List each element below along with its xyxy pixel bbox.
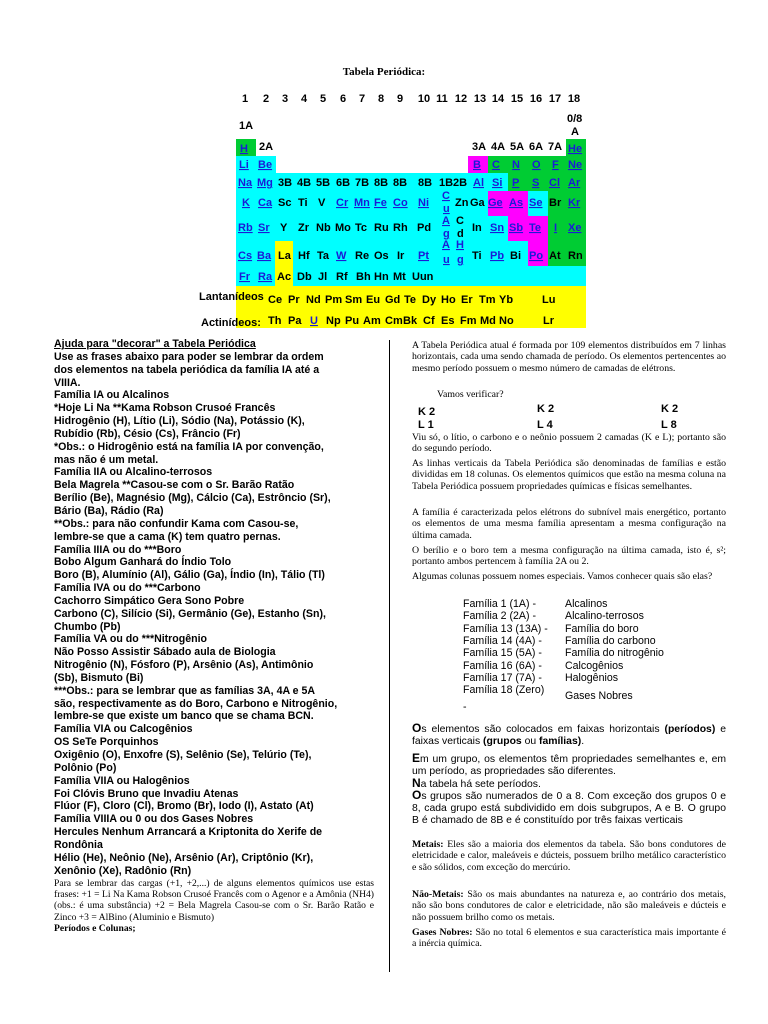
verify-text: Vamos verificar?: [437, 389, 504, 400]
shell-l-ne: L 8: [661, 419, 677, 431]
svg-text:W: W: [336, 250, 347, 262]
mnemonic-line: Família VA ou do ***Nitrogênio: [54, 633, 208, 646]
mnemonic-line: Hélio (He), Neônio (Ne), Arsênio (Ar), Criptônio (Kr),: [54, 851, 314, 864]
mnemonic-line: Foi Clóvis Bruno que Invadiu Atenas: [54, 787, 239, 800]
mnemonic-line: Rondônia: [54, 838, 103, 851]
svg-text:Li: Li: [239, 159, 249, 171]
mnemonic-line: Família VIIA ou Halogênios: [54, 774, 190, 787]
group-7a-label: 7A: [548, 141, 563, 153]
svg-text:A: A: [442, 215, 450, 227]
columns-paragraph: As linhas verticais da Tabela Periódica são denominadas de famílias e estão divididas em 18 colunas. Os elementos químicos que estão na mesma coluna na Tabela Periódica possuem propriedades químicas e físicas semelhantes.: [412, 458, 726, 492]
text: e faixas verticais: [412, 724, 727, 748]
text: m um grupo, os elementos têm propriedades semelhantes e, em um período, as propriedades são diferentes.: [412, 754, 726, 778]
text: a tabela há sete períodos.: [420, 779, 541, 790]
group-2a-label: 2A: [259, 141, 274, 153]
svg-text:Tm: Tm: [479, 294, 496, 306]
svg-text:Tc: Tc: [355, 222, 368, 234]
svg-text:As: As: [509, 197, 524, 209]
svg-text:Bk: Bk: [403, 315, 418, 327]
mnemonic-line: Bário (Ba), Rádio (Ra): [54, 504, 164, 517]
dropcap: O: [412, 788, 422, 802]
group-number: 11: [436, 93, 448, 105]
family-number: Família 13 (13A) -: [463, 622, 548, 635]
metais-paragraph: [412, 839, 726, 873]
mnemonic-line: Nitrogênio (N), Fósforo (P), Arsênio (As), Antimônio: [54, 659, 314, 672]
svg-text:Ac: Ac: [277, 271, 292, 283]
charges-text: Para se lembrar das cargas (+1, +2,...) de alguns elementos químicos use estas frases: +1 = Li Na Kama Robson Crusoé Francês com o Agenor e a Amônia (NH4)(obs.: é uma substância) +2 = Bela Magrela Casou-se com o Sr. Barão Ratão e Zinco +3 = AlBino (Aluminio e Bismuto): [54, 878, 374, 923]
mnemonic-line: mas não é um metal.: [54, 453, 159, 466]
mnemonic-line: Boro (B), Alumínio (Al), Gálio (Ga), Índio (In), Tálio (Tl): [54, 569, 325, 582]
svg-text:Xe: Xe: [568, 222, 582, 234]
svg-text:La: La: [278, 250, 291, 262]
group-number: 7: [358, 93, 366, 105]
svg-text:Rb: Rb: [238, 222, 253, 234]
mnemonic-line: Família IIA ou Alcalino-terrosos: [54, 466, 213, 479]
svg-text:Ti: Ti: [472, 250, 482, 262]
group-3a-label: 3A: [472, 141, 487, 153]
svg-text:Sb: Sb: [509, 222, 524, 234]
svg-text:B: B: [473, 159, 481, 171]
svg-text:Mn: Mn: [354, 197, 370, 209]
svg-text:Hn: Hn: [374, 271, 389, 283]
metais-text: Eles são a maioria dos elementos da tabela. São bons condutores de eletricidade e calor, maleáveis e dúcteis, possuem brilho metálico característico e são sólidos, com exceção do mercúrio.: [412, 839, 726, 873]
svg-text:N: N: [512, 159, 520, 171]
mnemonic-line: Não Posso Assistir Sábado aula de Biologia: [54, 646, 276, 659]
svg-text:Cr: Cr: [336, 197, 349, 209]
family-number: Família 16 (6A) -: [463, 659, 542, 672]
bullet-numerados: [412, 789, 726, 828]
group-number: 12: [454, 93, 468, 105]
svg-text:Fm: Fm: [460, 315, 477, 327]
svg-text:Pb: Pb: [490, 250, 505, 262]
column-divider: [389, 340, 390, 972]
group-number: 5: [319, 93, 327, 105]
mnemonic-line: Família IVA ou do ***Carbono: [54, 582, 201, 595]
svg-text:Uun: Uun: [412, 271, 434, 283]
family-name: Alcalinos: [565, 598, 608, 610]
bullet-faixas: [412, 722, 726, 748]
svg-text:Po: Po: [529, 250, 544, 262]
dropcap: N: [412, 776, 421, 790]
svg-text:4B: 4B: [297, 177, 312, 189]
svg-text:Ru: Ru: [374, 222, 389, 234]
svg-text:Pt: Pt: [418, 250, 429, 262]
mnemonic-line: ***Obs.: para se lembrar que as famílias 3A, 4A e 5A: [54, 684, 316, 697]
svg-text:He: He: [568, 143, 583, 155]
family-name: Alcalino-terrosos: [565, 610, 644, 623]
svg-text:Be: Be: [258, 159, 273, 171]
nao-metais-paragraph: [412, 889, 726, 923]
family-name: Halogênios: [565, 671, 619, 684]
group-number: 4: [300, 93, 308, 105]
svg-text:Rf: Rf: [336, 271, 348, 283]
gases-paragraph: [412, 927, 726, 950]
mnemonic-line: Hidrogênio (H), Lítio (Li), Sódio (Na), Potássio (K),: [54, 415, 305, 428]
svg-text:Pm: Pm: [325, 294, 343, 306]
actinides-label: Actinídeos:: [201, 317, 261, 329]
svg-text:Lu: Lu: [542, 294, 556, 306]
family-number: Família 14 (4A) -: [463, 634, 542, 647]
svg-text:Fe: Fe: [374, 197, 387, 209]
periods-heading: Períodos e Colunas;: [54, 922, 136, 934]
beryllium-paragraph: O berílio e o boro tem a mesma configuração na última camada, isto é, s²; portanto ambos pertencem à família 2A ou 2.: [412, 545, 726, 568]
family-name: Família do carbono: [565, 634, 656, 647]
group-number: 13: [473, 93, 487, 105]
group-0-8-label: 0/8: [567, 113, 583, 125]
svg-text:Eu: Eu: [366, 294, 381, 306]
svg-text:Ra: Ra: [258, 271, 273, 283]
svg-text:Th: Th: [268, 315, 282, 327]
svg-text:At: At: [549, 250, 561, 262]
family-number: Família 1 (1A) -: [463, 598, 536, 610]
mnemonic-line: Xenônio (Xe), Radônio (Rn): [54, 864, 192, 877]
mnemonic-line: Bobo Algum Ganhará do Índio Tolo: [54, 556, 232, 569]
svg-text:7B: 7B: [355, 177, 370, 189]
svg-text:Er: Er: [461, 294, 473, 306]
grupos-term: (grupos: [483, 736, 522, 748]
familias-term: famílias): [539, 736, 582, 748]
nao-metais-text: São os mais abundantes na natureza e, ao contrário dos metais, não são bons condutores de calor e eletricidade, não são maleáveis e dúcteis e não possuem brilho como os metais.: [412, 889, 726, 923]
svg-text:No: No: [499, 315, 514, 327]
mnemonic-line: (Sb), Bismuto (Bi): [54, 671, 144, 684]
mnemonic-line: Família VIA ou Calcogênios: [54, 723, 193, 736]
shell-l-c: L 4: [537, 419, 553, 431]
svg-text:Sr: Sr: [258, 222, 270, 234]
svg-text:P: P: [512, 177, 520, 189]
svg-text:Pa: Pa: [288, 315, 302, 327]
mnemonic-line: Flúor (F), Cloro (Cl), Bromo (Br), Iodo (I), Astato (At): [54, 800, 314, 813]
svg-text:Db: Db: [297, 271, 312, 283]
shell-k-c: K 2: [537, 403, 555, 415]
family-number: Família 15 (5A) -: [463, 647, 542, 660]
svg-text:Nd: Nd: [306, 294, 321, 306]
svg-text:C: C: [456, 215, 464, 227]
shell-l-li: L 1: [418, 419, 434, 431]
svg-text:Ta: Ta: [317, 250, 330, 262]
charges-paragraph: [54, 878, 374, 934]
svg-text:F: F: [552, 159, 559, 171]
mnemonic-line: Oxigênio (O), Enxofre (S), Selênio (Se), Telúrio (Te),: [54, 749, 312, 761]
svg-text:Co: Co: [393, 197, 408, 209]
svg-text:Mg: Mg: [257, 177, 273, 189]
svg-text:Yb: Yb: [499, 294, 514, 306]
svg-text:Re: Re: [355, 250, 370, 262]
svg-text:Kr: Kr: [568, 197, 581, 209]
mnemonic-line: Família IIIA ou do ***Boro: [54, 543, 182, 556]
group-number: 1: [241, 93, 249, 105]
group-number: 17: [548, 93, 562, 105]
svg-text:Se: Se: [529, 197, 543, 209]
shell-k-li: K 2: [418, 406, 436, 418]
svg-text:Ca: Ca: [258, 197, 273, 209]
svg-text:Os: Os: [374, 250, 389, 262]
mnemonic-line: Use as frases abaixo para poder se lembrar da ordem: [54, 350, 324, 363]
svg-text:I: I: [554, 222, 558, 234]
svg-text:Fr: Fr: [239, 271, 250, 283]
family-name: Família do boro: [565, 622, 639, 635]
svg-text:d: d: [457, 228, 464, 240]
text: s grupos são numerados de 0 a 8. Com exceção dos grupos 0 e 8, cada grupo está subdividido em dois subgrupos, A e B. O grupo B é chamado de 8B e é constituído por três faixas verticais: [412, 791, 726, 827]
group-number: 16: [529, 93, 543, 105]
group-number: 2: [262, 93, 270, 105]
svg-text:Sn: Sn: [490, 222, 505, 234]
family-number: Família 2 (2A) -: [463, 610, 536, 623]
svg-text:Rn: Rn: [568, 250, 583, 262]
svg-text:C: C: [442, 190, 450, 202]
group-4a-label: 4A: [491, 141, 506, 153]
text: .: [581, 736, 585, 748]
mnemonic-line: lembre-se que a cama (K) tem quatro pernas.: [54, 530, 281, 543]
svg-text:Te: Te: [529, 222, 542, 234]
svg-text:Te: Te: [404, 294, 417, 306]
svg-text:Cf: Cf: [423, 315, 435, 327]
svg-text:5B: 5B: [316, 177, 331, 189]
left-mnemonics: [54, 338, 372, 877]
svg-text:Zr: Zr: [298, 222, 309, 234]
family-number: Família 17 (7A) -: [463, 671, 542, 684]
svg-text:Cm: Cm: [385, 315, 403, 327]
second-period-paragraph: Viu só, o lítio, o carbono e o neônio possuem 2 camadas (K e L); portanto são do segundo período.: [412, 432, 726, 455]
svg-text:Ir: Ir: [397, 250, 405, 262]
svg-text:g: g: [443, 228, 450, 240]
svg-text:Pr: Pr: [288, 294, 300, 306]
svg-text:Zn: Zn: [455, 197, 469, 209]
svg-text:Ba: Ba: [257, 250, 272, 262]
bullet-grupo: [412, 752, 726, 778]
svg-text:In: In: [472, 222, 482, 234]
text: s elementos são colocados em faixas horizontais: [421, 724, 660, 735]
group-number: 10: [417, 93, 431, 105]
svg-text:8B: 8B: [374, 177, 389, 189]
svg-text:Hf: Hf: [298, 250, 310, 262]
svg-text:3B: 3B: [278, 177, 293, 189]
svg-text:A: A: [442, 239, 450, 251]
mnemonic-line: VIIIA.: [54, 376, 81, 389]
group-number: 18: [567, 93, 581, 105]
svg-text:Ni: Ni: [418, 197, 429, 209]
svg-text:Sc: Sc: [278, 197, 292, 209]
svg-text:C: C: [492, 159, 500, 171]
svg-text:Al: Al: [473, 177, 484, 189]
svg-text:Dy: Dy: [422, 294, 437, 306]
svg-text:V: V: [318, 197, 326, 209]
page-title: Tabela Periódica:: [342, 66, 426, 78]
mnemonic-line: são, respectivamente as do Boro, Carbono e Nitrogênio,: [54, 697, 338, 710]
svg-text:Cs: Cs: [238, 250, 253, 262]
svg-text:Md: Md: [480, 315, 496, 327]
mnemonic-line: Rubídio (Rb), Césio (Cs), Frâncio (Fr): [54, 427, 241, 440]
svg-text:H: H: [456, 239, 464, 251]
svg-text:O: O: [532, 159, 541, 171]
group-number: 9: [396, 93, 404, 105]
svg-text:Ge: Ge: [488, 197, 503, 209]
mnemonic-line: Cachorro Simpático Gera Sono Pobre: [54, 594, 245, 607]
svg-text:u: u: [443, 203, 450, 215]
mnemonic-line: Berílio (Be), Magnésio (Mg), Cálcio (Ca), Estrôncio (Sr),: [54, 492, 331, 505]
intro-paragraph: A Tabela Periódica atual é formada por 109 elementos distribuídos em 7 linhas horizontais, cada uma sendo chamada de período. Os elementos pertencentes ao mesmo período possuem o mesmo número de camadas de elétrons.: [412, 340, 726, 374]
svg-text:g: g: [457, 254, 464, 266]
svg-text:Cl: Cl: [549, 177, 560, 189]
periodic-table: [0, 0, 768, 340]
svg-text:Mo: Mo: [335, 222, 351, 234]
svg-text:Es: Es: [441, 315, 455, 327]
special-names-paragraph: Algumas colunas possuem nomes especiais. Vamos conhecer quais são elas?: [412, 571, 713, 582]
mnemonic-line: OS SeTe Porquinhos: [54, 736, 159, 749]
svg-text:Br: Br: [549, 197, 562, 209]
dropcap: E: [412, 751, 421, 765]
svg-text:8B: 8B: [393, 177, 408, 189]
svg-text:Sm: Sm: [345, 294, 363, 306]
svg-text:Y: Y: [280, 222, 288, 234]
mnemonic-line: Chumbo (Pb): [54, 620, 121, 633]
family-name: Gases Nobres: [565, 690, 633, 703]
mnemonic-line: Hercules Nenhum Arrancará a Kriptonita do Xerife de: [54, 826, 323, 839]
svg-text:Ce: Ce: [268, 294, 283, 306]
svg-text:Rh: Rh: [393, 222, 408, 234]
mnemonic-line: Família VIIIA ou 0 ou dos Gases Nobres: [54, 813, 254, 826]
nao-metais-label: Não-Metais:: [412, 889, 464, 900]
group-0-8-a-label: A: [571, 126, 579, 138]
svg-text:Pu: Pu: [345, 315, 360, 327]
mnemonic-line: lembre-se que existe um banco que se chama BCN.: [54, 710, 314, 723]
svg-text:Ne: Ne: [568, 159, 583, 171]
shell-k-ne: K 2: [661, 403, 679, 415]
svg-text:Lr: Lr: [543, 315, 554, 327]
svg-text:Ga: Ga: [470, 197, 485, 209]
svg-text:1B: 1B: [439, 177, 454, 189]
svg-text:Ho: Ho: [441, 294, 456, 306]
mnemonic-line: Família IA ou Alcalinos: [54, 389, 170, 402]
svg-text:8B: 8B: [418, 177, 433, 189]
left-heading: Ajuda para "decorar" a Tabela Periódica: [54, 338, 256, 350]
svg-text:Ar: Ar: [568, 177, 581, 189]
family-name: Família do nitrogênio: [565, 647, 664, 660]
svg-text:u: u: [443, 254, 450, 266]
svg-text:Mt: Mt: [393, 271, 406, 283]
mnemonic-line: dos elementos na tabela periódica da família IA até a: [54, 363, 320, 376]
family-18-dash: -: [463, 701, 467, 713]
group-number: 15: [510, 93, 524, 105]
group-number: 14: [491, 93, 505, 105]
group-number: 3: [281, 93, 289, 105]
svg-text:Pd: Pd: [417, 222, 432, 234]
mnemonic-line: Polônio (Po): [54, 761, 117, 774]
svg-text:Np: Np: [326, 315, 341, 327]
dropcap: O: [412, 721, 422, 735]
svg-text:6B: 6B: [336, 177, 351, 189]
svg-text:S: S: [532, 177, 540, 189]
periodos-term: (períodos): [664, 724, 716, 735]
svg-text:Gd: Gd: [385, 294, 401, 306]
svg-text:Bh: Bh: [356, 271, 371, 283]
mnemonic-line: Bela Magrela **Casou-se com o Sr. Barão Ratão: [54, 479, 295, 492]
mnemonic-line: **Obs.: para não confundir Kama com Casou-se,: [54, 517, 299, 530]
group-6a-label: 6A: [529, 141, 544, 153]
svg-text:U: U: [310, 315, 318, 327]
svg-text:Am: Am: [363, 315, 381, 327]
mnemonic-line: *Obs.: o Hidrogênio está na família IA por convenção,: [54, 440, 324, 453]
metais-label: Metais:: [412, 839, 444, 850]
svg-text:Jl: Jl: [318, 271, 328, 283]
svg-text:2B: 2B: [453, 177, 468, 189]
svg-text:Si: Si: [492, 177, 503, 189]
group-1a-label: 1A: [239, 120, 254, 132]
mnemonic-line: *Hoje Li Na **Kama Robson Crusoé Francês: [54, 402, 276, 415]
lanthanides-label: Lantanídeos: [199, 291, 264, 303]
mnemonic-line: Carbono (C), Silício (Si), Germânio (Ge), Estanho (Sn),: [54, 607, 326, 620]
svg-text:H: H: [240, 143, 248, 155]
svg-text:Nb: Nb: [316, 222, 331, 234]
family-name: Calcogênios: [565, 659, 624, 672]
text: ou: [521, 736, 540, 748]
gases-text: São no total 6 elementos e sua característica mais importante é a inércia química.: [412, 927, 726, 950]
group-5a-label: 5A: [510, 141, 525, 153]
svg-text:K: K: [242, 197, 250, 209]
svg-text:Na: Na: [238, 177, 253, 189]
family-number: Família 18 (Zero): [463, 684, 545, 697]
gases-label: Gases Nobres:: [412, 927, 473, 938]
svg-text:Bi: Bi: [510, 250, 521, 262]
group-number: 6: [339, 93, 347, 105]
family-paragraph: A família é caracterizada pelos elétrons do subnível mais energético, portanto os elementos de uma mesma família apresentam a mesma configuração na última camada.: [412, 507, 726, 541]
svg-text:Ti: Ti: [298, 197, 308, 209]
group-number: 8: [377, 93, 385, 105]
